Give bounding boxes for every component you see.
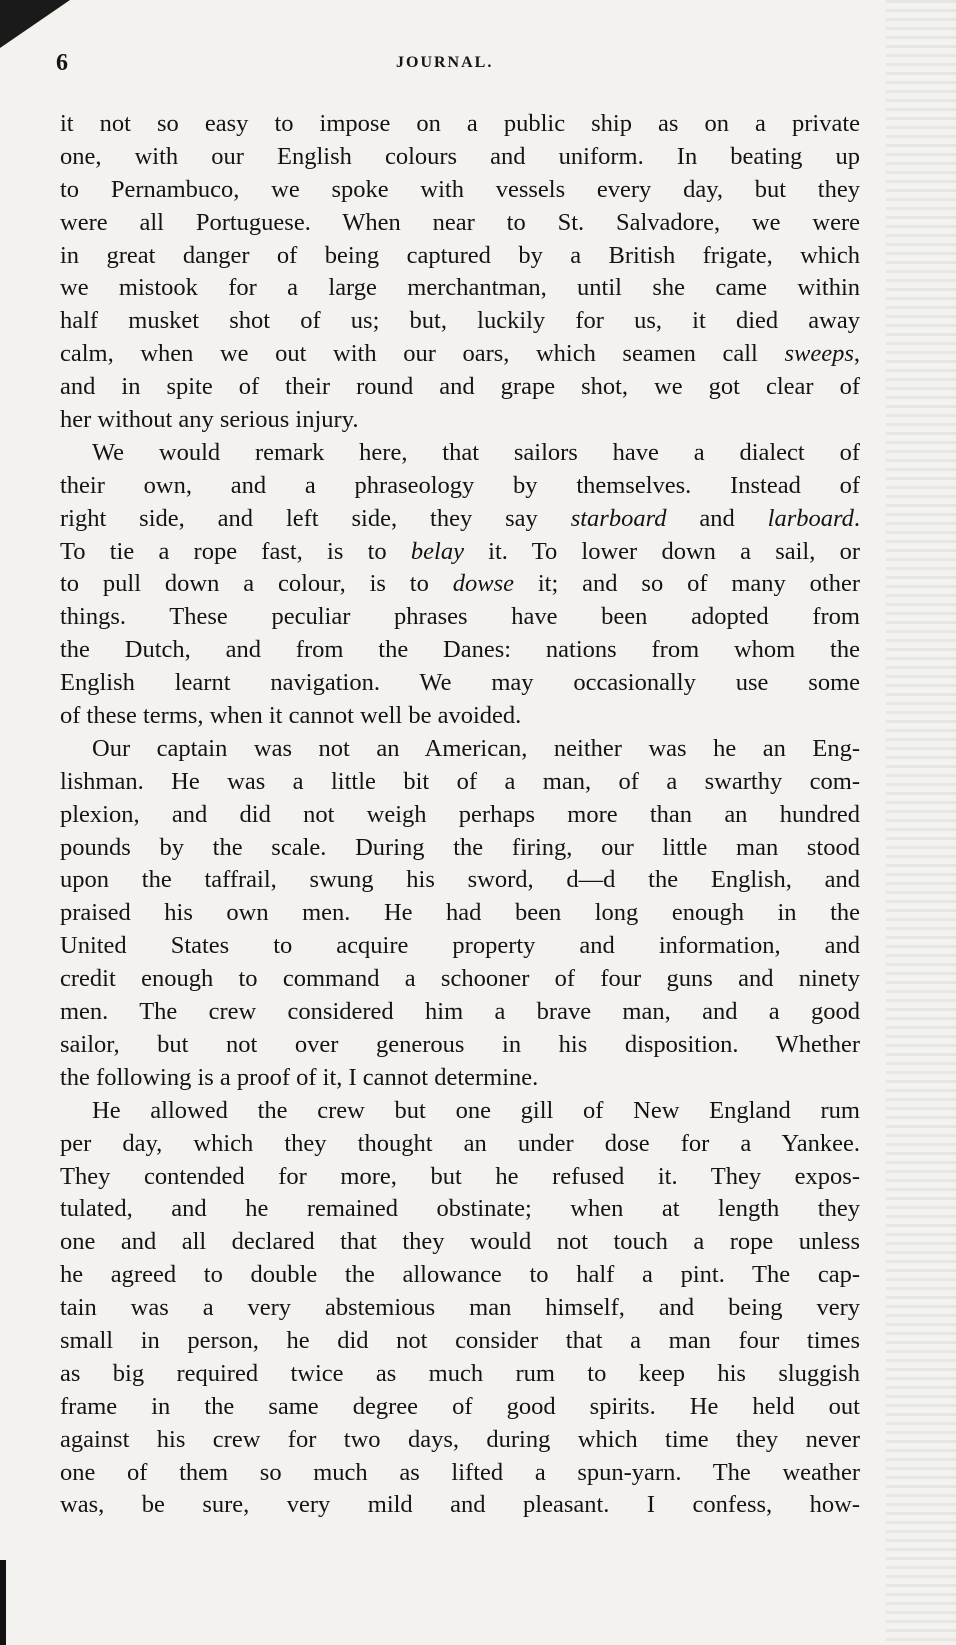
text-line (60, 1424, 860, 1457)
text-line (60, 536, 860, 569)
text-segment: one, with our English colours and uniform. In beating up (60, 142, 860, 170)
text-segment: were all Portuguese. When near to St. Salvadore, we were (60, 208, 860, 236)
text-segment: per day, which they thought an under dose for a Yankee. (60, 1129, 860, 1157)
text-segment: of these terms, when it cannot well be avoided. (60, 702, 522, 730)
text-line (60, 1358, 860, 1391)
text-segment: pounds by the scale. During the firing, our little man stood (60, 833, 860, 861)
text-segment: the following is a proof of it, I cannot determine. (60, 1063, 539, 1091)
text-line (60, 766, 860, 799)
text-segment: as big required twice as much rum to keep his sluggish (60, 1359, 860, 1387)
text-segment: praised his own men. He had been long enough in the (60, 899, 860, 927)
text-segment: was, be sure, very mild and pleasant. I confess, how- (60, 1491, 860, 1519)
text-segment: plexion, and did not weigh perhaps more than an hundred (60, 800, 860, 828)
text-line (60, 700, 860, 733)
italic-term: sweeps (784, 340, 854, 368)
text-segment: it; and so of many other (514, 570, 860, 598)
text-segment: We would remark here, that sailors have a dialect of (92, 438, 860, 466)
italic-term: larboard (767, 504, 854, 532)
text-segment: lishman. He was a little bit of a man, of a swarthy com- (60, 767, 860, 795)
text-segment: things. These peculiar phrases have been adopted from (60, 603, 860, 631)
italic-term: dowse (452, 570, 514, 598)
text-segment: United States to acquire property and information, and (60, 932, 860, 960)
text-line (60, 1325, 860, 1358)
text-segment: we mistook for a large merchantman, until she came within (60, 274, 860, 302)
text-line (60, 437, 860, 470)
text-line (60, 667, 860, 700)
text-segment: . (853, 504, 860, 532)
text-segment: To tie a rope fast, is to (60, 537, 411, 565)
text-segment: men. The crew considered him a brave man, and a good (60, 998, 860, 1026)
page-header (56, 50, 856, 80)
text-line (60, 733, 860, 766)
text-line (60, 272, 860, 305)
running-head: JOURNAL. (396, 54, 494, 71)
text-segment: Our captain was not an American, neither was he an Eng- (92, 734, 860, 762)
text-line (60, 897, 860, 930)
text-segment: tulated, and he remained obstinate; when at length they (60, 1195, 860, 1223)
text-line (60, 404, 860, 437)
text-segment: and in spite of their round and grape shot, we got clear of (60, 373, 860, 401)
text-segment: They contended for more, but he refused it. They expos- (60, 1162, 860, 1190)
text-line (60, 963, 860, 996)
text-line (60, 1489, 860, 1522)
text-line (60, 141, 860, 174)
text-line (60, 108, 860, 141)
text-segment: English learnt navigation. We may occasionally use some (60, 669, 860, 697)
text-segment: right side, and left side, they say (60, 504, 571, 532)
text-line (60, 864, 860, 897)
text-line (60, 174, 860, 207)
text-line (60, 240, 860, 273)
text-line (60, 1292, 860, 1325)
text-segment: in great danger of being captured by a British frigate, which (60, 241, 860, 269)
text-segment: and (666, 504, 768, 532)
text-line (60, 305, 860, 338)
text-segment: it. To lower down a sail, or (463, 537, 860, 565)
text-segment: small in person, he did not consider that a man four times (60, 1326, 860, 1354)
text-segment: upon the taffrail, swung his sword, d—d the English, and (60, 866, 860, 894)
text-segment: it not so easy to impose on a public ship as on a private (60, 110, 860, 137)
text-line (60, 1457, 860, 1490)
text-line (60, 568, 860, 601)
page-edge-shadow (0, 1560, 6, 1645)
text-segment: to Pernambuco, we spoke with vessels every day, but they (60, 175, 860, 203)
text-segment: half musket shot of us; but, luckily for us, it died away (60, 307, 860, 335)
text-segment: sailor, but not over generous in his disposition. Whether (60, 1030, 860, 1058)
text-line (60, 996, 860, 1029)
text-line (60, 338, 860, 371)
text-line (60, 1128, 860, 1161)
text-line (60, 1259, 860, 1292)
text-segment: to pull down a colour, is to (60, 570, 453, 598)
text-segment: tain was a very abstemious man himself, and being very (60, 1294, 860, 1322)
text-segment: the Dutch, and from the Danes: nations from whom the (60, 636, 860, 664)
page-margin-speckle (886, 0, 956, 1645)
text-line (60, 1062, 860, 1095)
text-line (60, 601, 860, 634)
page-number: 6 (56, 50, 68, 76)
text-segment: he agreed to double the allowance to half a pint. The cap- (60, 1261, 860, 1289)
text-line (60, 1029, 860, 1062)
text-line (60, 503, 860, 536)
text-segment: her without any serious injury. (60, 406, 359, 434)
text-line (60, 799, 860, 832)
text-line (60, 371, 860, 404)
text-segment: their own, and a phraseology by themselves. Instead of (60, 471, 860, 499)
italic-term: belay (410, 537, 464, 565)
text-segment: He allowed the crew but one gill of New England rum (92, 1096, 860, 1124)
text-segment: one and all declared that they would not touch a rope unless (60, 1228, 860, 1256)
body-text (60, 108, 860, 1522)
text-line (60, 1391, 860, 1424)
text-segment: one of them so much as lifted a spun-yarn. The weather (60, 1458, 860, 1486)
text-line (60, 1226, 860, 1259)
text-segment: against his crew for two days, during which time they never (60, 1425, 860, 1453)
text-line (60, 470, 860, 503)
page-corner-shadow (0, 0, 70, 48)
text-line (60, 1161, 860, 1194)
text-segment: calm, when we out with our oars, which seamen call (60, 340, 785, 368)
text-segment: frame in the same degree of good spirits. He held out (60, 1392, 860, 1420)
text-line (60, 634, 860, 667)
italic-term: starboard (570, 504, 667, 532)
text-segment: , (853, 340, 860, 368)
text-line (60, 832, 860, 865)
text-line (60, 930, 860, 963)
text-line (60, 1193, 860, 1226)
text-segment: credit enough to command a schooner of four guns and ninety (60, 965, 860, 993)
text-line (60, 1095, 860, 1128)
text-line (60, 207, 860, 240)
